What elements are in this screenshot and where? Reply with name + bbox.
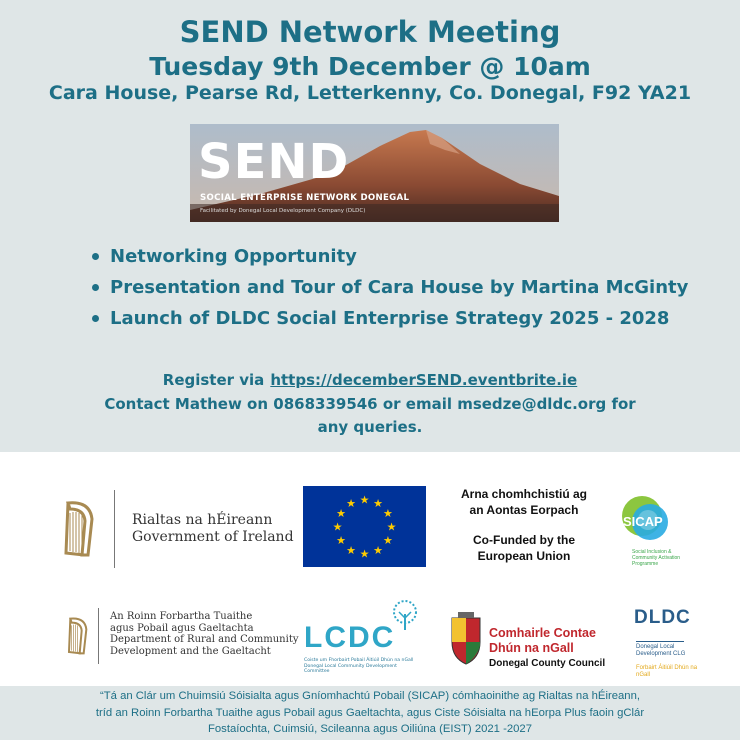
send-logo-subtitle: SOCIAL ENTERPRISE NETWORK DONEGAL — [200, 193, 410, 203]
event-datetime: Tuesday 9th December @ 10am — [149, 52, 591, 81]
dldc-subtitle: Donegal Local Development CLG — [636, 644, 686, 657]
divider — [636, 641, 684, 642]
sicap-subtitle: Social Inclusion & Community Activation Programme — [632, 549, 681, 567]
star-icon: ★ — [382, 534, 393, 547]
dldc-subtitle-irish: Forbairt Áitiúil Dhún na nGall — [636, 665, 698, 678]
contact-line-2: any queries. — [317, 418, 423, 436]
event-title: SEND Network Meeting — [179, 15, 561, 49]
footer-disclaimer — [0, 686, 740, 740]
register-line — [0, 371, 740, 389]
lcdc-subtitle: Coiste um Fhorbairt Pobail Áitiúil Dhún na nGall Donegal Local Community Development Committee — [304, 658, 414, 674]
divider — [98, 608, 99, 664]
contact-line: Contact Mathew on 0868339546 or email msedze@dldc.org for — [104, 395, 636, 413]
bullet-icon — [92, 253, 99, 260]
event-venue: Cara House, Pearse Rd, Letterkenny, Co. Donegal, F92 YA21 — [48, 82, 692, 104]
agenda-item: Launch of DLDC Social Enterprise Strategy 2025 - 2028 — [92, 305, 712, 332]
star-icon: ★ — [359, 547, 370, 561]
lcdc-logo-text: LCDC — [304, 621, 396, 654]
star-icon: ★ — [346, 543, 356, 557]
council-english-name: Donegal County Council — [489, 658, 606, 669]
star-icon: ★ — [359, 493, 370, 507]
star-icon: ★ — [386, 520, 397, 534]
star-icon: ★ — [332, 520, 343, 534]
department-name: An Roinn Forbartha Tuaithe agus Pobail agus Gaeltachta Department of Rural and Community Development and the Gaeltacht — [110, 611, 299, 657]
dldc-logo-text: DLDC — [634, 607, 691, 628]
harp-icon — [64, 616, 90, 660]
send-banner-image — [190, 124, 559, 222]
send-facilitated-text: Facilitated by Donegal Local Development Company (DLDC) — [200, 208, 366, 214]
register-link[interactable]: https://decemberSEND.eventbrite.ie — [270, 371, 578, 389]
gov-ireland-english: Government of Ireland — [132, 529, 294, 545]
star-icon: ★ — [373, 543, 383, 557]
footer-line: “Tá an Clár um Chuimsiú Sóisialta agus Gníomhachtú Pobail (SICAP) cómhaoinithe ag Rialtas na hÉireann, — [99, 690, 640, 702]
star-icon: ★ — [336, 507, 347, 520]
council-crest-icon — [448, 612, 484, 674]
footer-line: tríd an Roinn Forbartha Tuaithe agus Pobail agus Gaeltachta, agus Ciste Sóisialta na hEorpa Plus faoin gClár — [95, 706, 645, 719]
footer-line: Fostaíochta, Cuimsiú, Scileanna agus Oiliúna (EIST) 2021 -2027 — [207, 723, 532, 735]
council-irish-name: Comhairle Contae Dhún na nGall — [489, 626, 596, 655]
bullet-icon — [92, 315, 99, 322]
eu-flag-icon — [303, 486, 426, 567]
funder-logos — [40, 466, 730, 682]
bullet-icon — [92, 284, 99, 291]
divider — [114, 490, 115, 568]
star-icon: ★ — [373, 497, 383, 511]
star-icon: ★ — [382, 507, 393, 520]
star-icon: ★ — [346, 497, 356, 511]
star-icon: ★ — [336, 534, 347, 547]
send-logo-word: SEND — [198, 134, 350, 190]
register-label: Register via — [162, 371, 265, 389]
agenda-list — [92, 243, 712, 336]
harp-icon — [60, 499, 96, 563]
eu-cofunded-text: Arna chomhchistiú ag an Aontas Eorpach Co-Funded by the European Union — [460, 487, 588, 563]
sicap-logo-icon — [620, 492, 674, 552]
agenda-item: Networking Opportunity — [92, 243, 712, 270]
sicap-logo-text: SICAP — [623, 514, 663, 529]
gov-ireland-irish: Rialtas na hÉireann — [132, 512, 273, 528]
agenda-item: Presentation and Tour of Cara House by Martina McGinty — [92, 274, 712, 301]
